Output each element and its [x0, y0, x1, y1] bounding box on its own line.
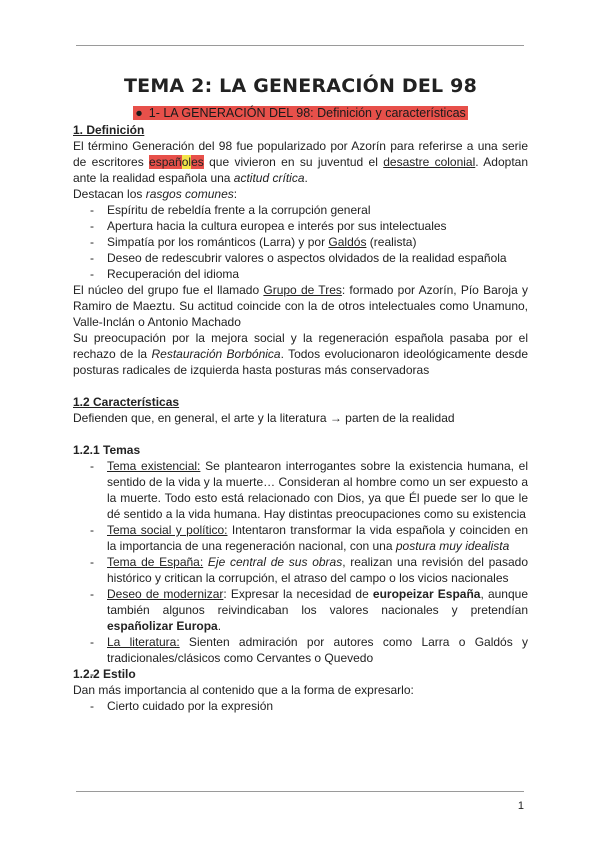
- temas-heading: 1.2.1 Temas: [73, 443, 141, 457]
- estilo-heading: 1.2.2 Estilo: [73, 667, 136, 681]
- rasgos-list: [73, 202, 528, 282]
- spacer: [73, 378, 528, 394]
- list-item: - La literatura: Sienten admiración por autores como Larra o Galdós y tradicionales/clásicos como Cervantes o Quevedo: [90, 634, 528, 666]
- underlined-term: desastre colonial: [383, 155, 476, 169]
- caracteristicas-heading: 1.2 Características: [73, 395, 180, 409]
- list-item: - Tema existencial: Se plantearon interrogantes sobre la existencia humana, el sentido de la vida y la muerte… Consideran al hombre como un ser expuesto a la muerte. Todo esto está relacionado con Dios, ya que Él puede ser lo que le dé sentido a la vida humana. Hay distintas preocupaciones como su existencia: [90, 458, 528, 522]
- highlight-red: es: [191, 155, 204, 169]
- estilo-intro: Dan más importancia al contenido que a la forma de expresarlo:: [73, 683, 414, 697]
- caracteristicas-intro: Defienden que, en general, el arte y la literatura → parten de la realidad: [73, 411, 455, 425]
- list-item: - Tema de España: Eje central de sus obras, realizan una revisión del pasado histórico y critican la corrupción, el atraso del campo o los vicios nacionales: [90, 554, 528, 586]
- list-item: - Deseo de modernizar: Expresar la necesidad de europeizar España, aunque también algunos reivindicaban los valores nacionales y pretendían españolizar Europa.: [90, 586, 528, 634]
- spacer: [73, 426, 528, 442]
- definicion-paragraph-4: Su preocupación por la mejora social y la regeneración española pasaba por el rechazo de la Restauración Borbónica. Todos evolucionaron ideológicamente desde posturas radicales de izquierda hasta posturas más conservadoras: [73, 331, 528, 377]
- definicion-paragraph-3: El núcleo del grupo fue el llamado Grupo de Tres: formado por Azorín, Pío Baroja y Ramiro de Maeztu. Su actitud coincide con la de otros intelectuales como Unamuno, Valle-Inclán o Antonio Machado: [73, 283, 528, 329]
- footer-rule: [76, 791, 524, 792]
- section-subtitle: [133, 106, 468, 120]
- list-item: - Espíritu de rebeldía frente a la corrupción general: [90, 202, 528, 218]
- temas-list: [73, 458, 528, 666]
- document-body: [73, 72, 528, 714]
- page-title: TEMA 2: LA GENERACIÓN DEL 98: [123, 75, 477, 97]
- list-item: - Apertura hacia la cultura europea e interés por sus intelectuales: [90, 218, 528, 234]
- list-item: - Tema social y político: Intentaron transformar la vida española y coinciden en la importancia de una regeneración nacional, con una postura muy idealista: [90, 522, 528, 554]
- page-number: 1: [517, 800, 524, 812]
- list-item: - Cierto cuidado por la expresión: [90, 698, 528, 714]
- bullet-icon: ●: [135, 106, 143, 120]
- section-subtitle-text: 1- LA GENERACIÓN DEL 98: Definición y características: [148, 106, 466, 120]
- list-item: - Simpatía por los románticos (Larra) y por Galdós (realista): [90, 234, 528, 250]
- definicion-paragraph-1: El término Generación del 98 fue popularizado por Azorín para referirse a una serie de escritores españoles que vivieron en su juventud el desastre colonial. Adoptan ante la realidad española una actitud crítica.: [73, 139, 528, 185]
- header-rule: [76, 45, 524, 46]
- estilo-list: [73, 698, 528, 714]
- list-item: - Deseo de redescubrir valores o aspectos olvidados de la realidad española: [90, 250, 528, 266]
- list-item: - Recuperación del idioma: [90, 266, 528, 282]
- highlight-yellow: ol: [181, 155, 192, 169]
- definicion-paragraph-2: Destacan los rasgos comunes:: [73, 187, 238, 201]
- section-subtitle-row: [73, 105, 528, 122]
- definicion-heading: 1. Definición: [73, 123, 145, 137]
- highlight-red: españ: [149, 155, 182, 169]
